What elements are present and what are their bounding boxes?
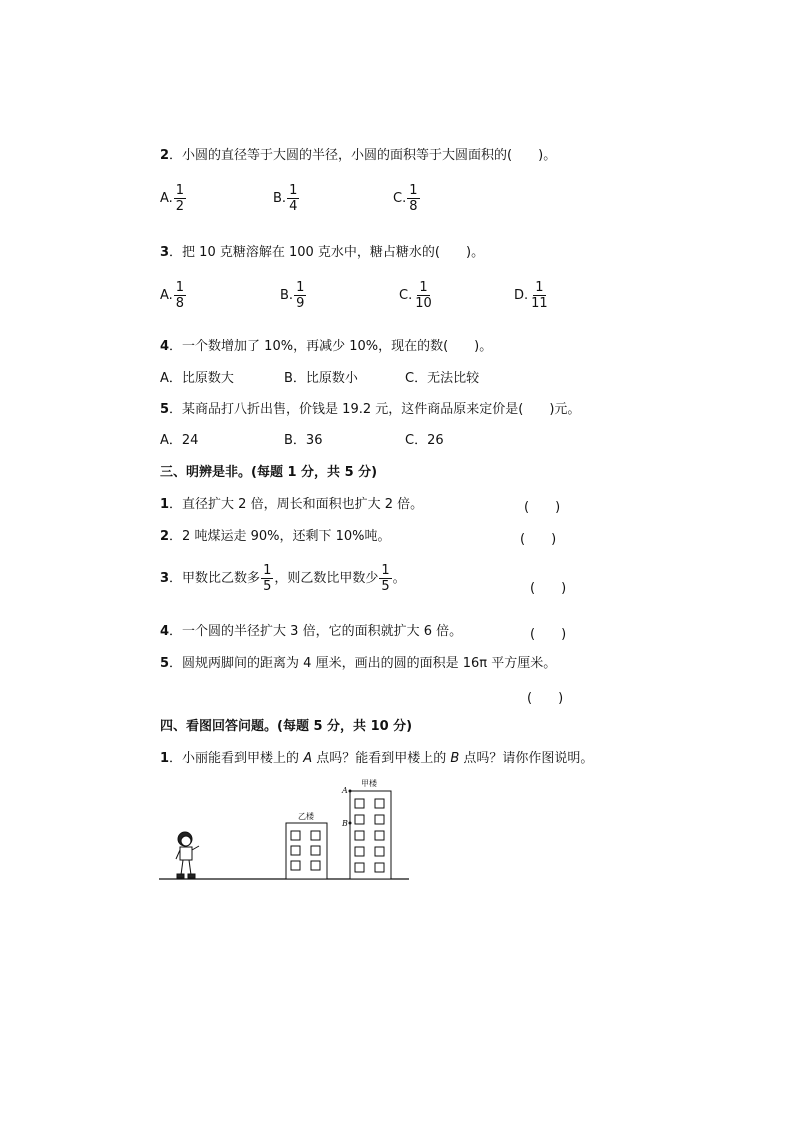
- fraction: [529, 280, 550, 311]
- fraction: [261, 563, 273, 594]
- question-number: 5: [160, 402, 170, 417]
- point-b-label: B: [342, 819, 348, 828]
- question-text: ．小丽能看到甲楼上的: [169, 751, 304, 766]
- item-text: ．一个圆的半径扩大 3 倍，它的面积就扩大 6 倍。: [169, 624, 463, 639]
- point-label: A: [303, 751, 313, 766]
- item-text: ．圆规两脚间的距离为 4 厘米，画出的圆的面积是 16π 平方厘米。: [169, 656, 557, 671]
- question-2: [160, 147, 556, 165]
- fraction: [174, 280, 186, 311]
- option-label: A.: [160, 288, 173, 303]
- answer-parens: ( ): [527, 691, 564, 706]
- denominator: 5: [263, 579, 272, 594]
- option-c: C．26: [405, 433, 444, 448]
- judge-item-2: [160, 528, 391, 546]
- question-5: [160, 401, 580, 419]
- item-number: 4: [160, 624, 170, 639]
- denominator: 9: [296, 296, 305, 311]
- numerator: 1: [263, 563, 272, 578]
- fraction: [379, 563, 391, 594]
- fraction: [174, 183, 186, 214]
- numerator: 1: [289, 183, 298, 198]
- option-c: [399, 280, 435, 311]
- building-yi: [286, 823, 327, 879]
- denominator: 11: [531, 296, 548, 311]
- denominator: 10: [415, 296, 432, 311]
- option-a: A．比原数大: [160, 371, 234, 386]
- numerator: 1: [175, 183, 185, 198]
- option-c: C．无法比较: [405, 371, 480, 386]
- numerator: 1: [535, 280, 544, 295]
- question-4: [160, 338, 492, 356]
- item-text: ．2 吨煤运走 90%，还剩下 10%吨。: [169, 529, 391, 544]
- girl-figure: [176, 832, 199, 878]
- option-a: [160, 280, 187, 311]
- option-a: A．24: [160, 433, 199, 448]
- question-number: 2: [160, 148, 170, 163]
- denominator: 4: [289, 199, 298, 214]
- numerator: 1: [296, 280, 305, 295]
- question-text: 点吗？能看到甲楼上的: [312, 751, 451, 766]
- buildings-figure: [155, 775, 415, 885]
- judge-item-5: [160, 655, 556, 673]
- building-jia-label: 甲楼: [361, 779, 377, 788]
- answer-parens: ( ): [520, 532, 557, 547]
- numerator: 1: [381, 563, 390, 578]
- question-text: 点吗？请你作图说明。: [459, 751, 594, 766]
- answer-parens: ( ): [524, 500, 561, 515]
- question-number: 1: [160, 751, 170, 766]
- denominator: 2: [175, 199, 185, 214]
- item-number: 3: [160, 570, 170, 586]
- section-4-heading: 四、看图回答问题。(每题 5 分，共 10 分): [160, 719, 413, 734]
- fraction: [294, 280, 306, 311]
- question-text: ．一个数增加了 10%，再减少 10%，现在的数( )。: [169, 339, 493, 354]
- point-label: B: [450, 751, 460, 766]
- judge-item-4: [160, 623, 462, 641]
- answer-parens: ( ): [530, 581, 567, 596]
- item-text: ．直径扩大 2 倍，周长和面积也扩大 2 倍。: [169, 497, 424, 512]
- option-label: D.: [514, 288, 529, 303]
- judge-item-3: [160, 563, 406, 594]
- numerator: 1: [409, 183, 418, 198]
- numerator: 1: [419, 280, 428, 295]
- option-label: B.: [280, 288, 294, 303]
- denominator: 5: [381, 579, 390, 594]
- item-text: ．甲数比乙数多: [169, 570, 261, 586]
- question-3: [160, 244, 484, 262]
- fraction: [407, 183, 419, 214]
- building-yi-label: 乙楼: [298, 812, 314, 821]
- item-number: 2: [160, 529, 170, 544]
- point-b-marker: [349, 822, 352, 825]
- item-number: 1: [160, 497, 170, 512]
- question-text: ．某商品打八折出售，价钱是 19.2 元，这件商品原来定价是( )元。: [169, 402, 581, 417]
- question-number: 4: [160, 339, 170, 354]
- option-b: B．36: [284, 433, 323, 448]
- fraction: [413, 280, 434, 311]
- question-number: 3: [160, 245, 170, 260]
- answer-parens: ( ): [530, 627, 567, 642]
- judge-item-1: [160, 496, 423, 514]
- figure-question-1: [160, 750, 593, 768]
- option-label: A.: [160, 191, 173, 206]
- section-3-heading: 三、明辨是非。(每题 1 分，共 5 分): [160, 465, 378, 480]
- item-text: 。: [392, 570, 406, 586]
- option-b: [280, 280, 307, 311]
- denominator: 8: [175, 296, 185, 311]
- item-number: 5: [160, 656, 170, 671]
- point-a-marker: [349, 790, 352, 793]
- option-c: [393, 183, 421, 214]
- point-a-label: A: [342, 786, 348, 795]
- numerator: 1: [175, 280, 185, 295]
- denominator: 8: [409, 199, 418, 214]
- option-b: B．比原数小: [284, 371, 358, 386]
- option-label: C.: [393, 191, 407, 206]
- option-b: [273, 183, 300, 214]
- item-text: ，则乙数比甲数少: [274, 570, 379, 586]
- option-label: B.: [273, 191, 287, 206]
- option-label: C.: [399, 288, 413, 303]
- question-text: ．把 10 克糖溶解在 100 克水中，糖占糖水的( )。: [169, 245, 485, 260]
- question-text: ．小圆的直径等于大圆的半径，小圆的面积等于大圆面积的( )。: [169, 148, 557, 163]
- option-d: [514, 280, 551, 311]
- building-jia: [350, 791, 391, 879]
- fraction: [287, 183, 299, 214]
- option-a: [160, 183, 187, 214]
